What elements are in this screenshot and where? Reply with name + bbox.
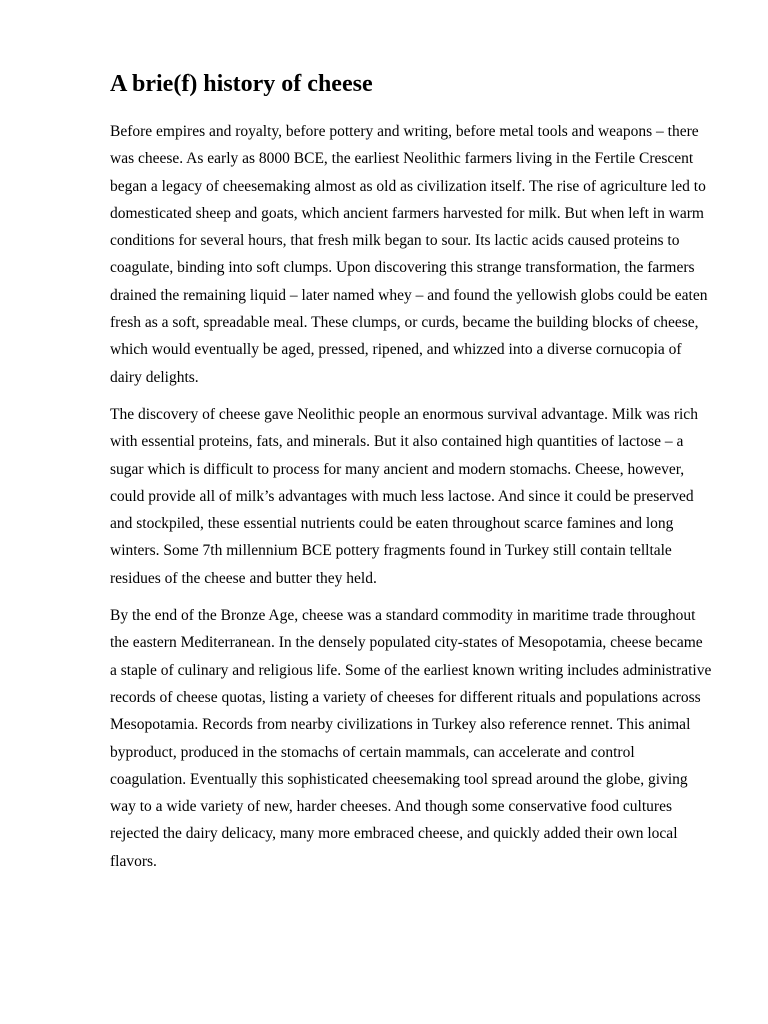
document-title: A brie(f) history of cheese: [110, 71, 373, 97]
paragraph-2: The discovery of cheese gave Neolithic people an enormous survival advantage. Milk was rich with essential proteins, fats, and minerals. But it also contained high quantities of lactose – a sugar which is difficult to process for many ancient and modern stomachs. Cheese, however, could provide all of milk’s advantages with much less lactose. And since it could be preserved and stockpiled, these essential nutrients could be eaten throughout scarce famines and long winters. Some 7th millennium BCE pottery fragments found in Turkey still contain telltale residues of the cheese and butter they held.: [110, 405, 698, 587]
paragraph-1: Before empires and royalty, before pottery and writing, before metal tools and weapons – there was cheese. As early as 8000 BCE, the earliest Neolithic farmers living in the Fertile Crescent began a legacy of cheesemaking almost as old as civilization itself. The rise of agriculture led to domesticated sheep and goats, which ancient farmers harvested for milk. But when left in warm conditions for several hours, that fresh milk began to sour. Its lactic acids caused proteins to coagulate, binding into soft clumps. Upon discovering this strange transformation, the farmers drained the remaining liquid – later named whey – and found the yellowish globs could be eaten fresh as a soft, spreadable meal. These clumps, or curds, became the building blocks of cheese, which would eventually be aged, pressed, ripened, and whizzed into a diverse cornucopia of dairy delights.: [110, 123, 708, 386]
paragraph-3: By the end of the Bronze Age, cheese was a standard commodity in maritime trade throughout the eastern Mediterranean. In the densely populated city-states of Mesopotamia, cheese became a staple of culinary and religious life. Some of the earliest known writing includes administrative records of cheese quotas, listing a variety of cheeses for different rituals and populations across Mesopotamia. Records from nearby civilizations in Turkey also reference rennet. This animal byproduct, produced in the stomachs of certain mammals, can accelerate and control coagulation. Eventually this sophisticated cheesemaking tool spread around the globe, giving way to a wide variety of new, harder cheeses. And though some conservative food cultures rejected the dairy delicacy, many more embraced cheese, and quickly added their own local flavors.: [110, 607, 712, 870]
document-body: [110, 68, 712, 885]
